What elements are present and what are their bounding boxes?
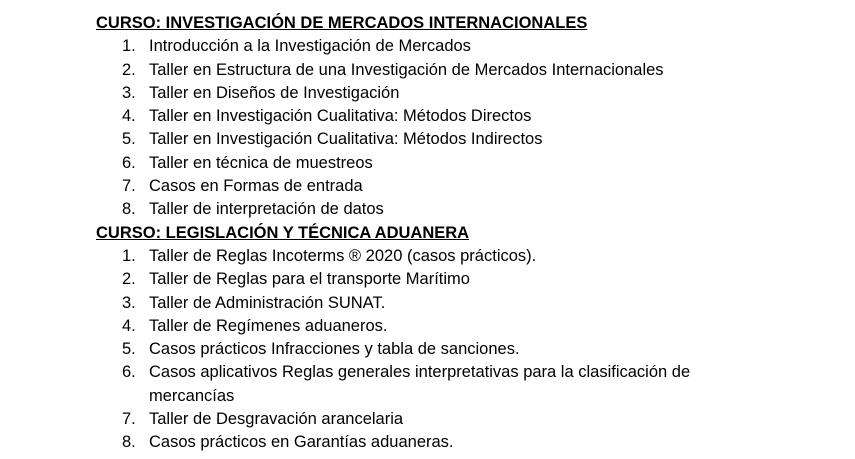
list-item: [96, 152, 737, 175]
item-number: 1.: [122, 37, 136, 56]
item-text: Taller de Administración SUNAT.: [149, 293, 386, 312]
item-number: 5.: [122, 340, 136, 359]
item-text: Taller de Reglas Incoterms ® 2020 (casos prácticos).: [149, 246, 537, 265]
item-text: Taller en técnica de muestreos: [149, 153, 373, 172]
item-number: 8.: [122, 433, 136, 452]
item-number: 6.: [122, 363, 136, 382]
list-item: [96, 338, 737, 361]
item-text: Casos aplicativos Reglas generales interpretativas para la clasificación de mercancías: [149, 363, 691, 405]
item-text: Taller en Investigación Cualitativa: Métodos Directos: [149, 107, 532, 126]
list-item: [96, 128, 737, 151]
item-number: 5.: [122, 130, 136, 149]
course-section-market-research: [96, 12, 816, 222]
item-number: 3.: [122, 83, 136, 102]
list-item: [96, 361, 737, 408]
list-item: [96, 82, 737, 105]
topic-list: [96, 35, 816, 221]
item-text: Taller de interpretación de datos: [149, 200, 384, 219]
item-text: Taller de Desgravación arancelaria: [149, 410, 404, 429]
list-item: [96, 268, 737, 291]
list-item: [96, 35, 737, 58]
item-text: Casos prácticos en Garantías aduaneras.: [149, 433, 454, 452]
item-text: Casos en Formas de entrada: [149, 177, 363, 196]
item-number: 8.: [122, 200, 136, 219]
item-number: 2.: [122, 270, 136, 289]
list-item: [96, 198, 737, 221]
course-title: CURSO: LEGISLACIÓN Y TÉCNICA ADUANERA: [96, 223, 470, 242]
item-number: 7.: [122, 177, 136, 196]
item-text: Taller en Investigación Cualitativa: Métodos Indirectos: [149, 130, 543, 149]
list-item: [96, 408, 737, 431]
list-item: [96, 431, 737, 454]
course-section-customs: [96, 222, 816, 455]
item-number: 1.: [122, 246, 136, 265]
item-number: 4.: [122, 107, 136, 126]
list-item: [96, 292, 737, 315]
course-document: [96, 12, 816, 455]
list-item: [96, 105, 737, 128]
item-number: 4.: [122, 316, 136, 335]
topic-list: [96, 245, 816, 455]
list-item: [96, 59, 737, 82]
item-number: 7.: [122, 410, 136, 429]
course-title: CURSO: INVESTIGACIÓN DE MERCADOS INTERNACIONALES: [96, 14, 588, 32]
item-text: Taller en Diseños de Investigación: [149, 83, 400, 102]
list-item: [96, 245, 737, 268]
item-text: Taller de Regímenes aduaneros.: [149, 316, 388, 335]
item-text: Introducción a la Investigación de Mercados: [149, 37, 471, 56]
list-item: [96, 175, 737, 198]
item-number: 2.: [122, 60, 136, 79]
list-item: [96, 315, 737, 338]
item-text: Taller en Estructura de una Investigación de Mercados Internacionales: [149, 60, 664, 79]
item-number: 3.: [122, 293, 136, 312]
item-text: Casos prácticos Infracciones y tabla de sanciones.: [149, 340, 520, 359]
item-number: 6.: [122, 153, 136, 172]
item-text: Taller de Reglas para el transporte Marítimo: [149, 270, 470, 289]
